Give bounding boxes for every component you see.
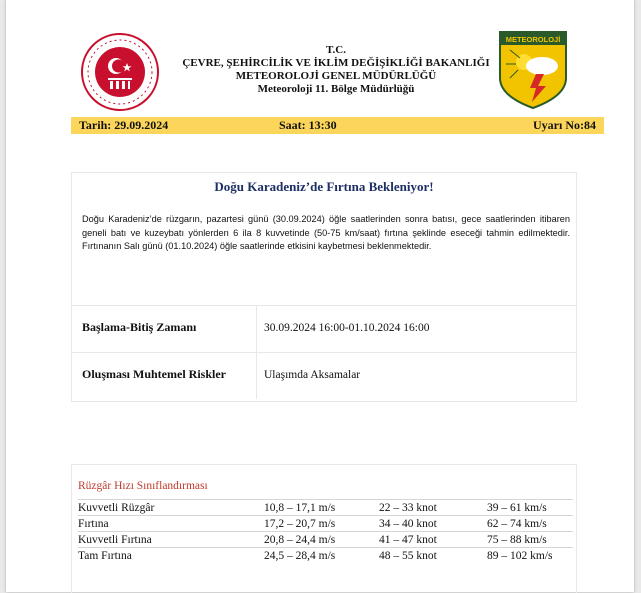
table-row: [78, 516, 573, 532]
period-label: Başlama-Bitiş Zamanı: [82, 320, 197, 334]
wind-classification-section: [71, 464, 577, 593]
wind-speed-knot: 22 – 33 knot: [379, 500, 487, 516]
wind-speed-ms: 24,5 – 28,4 m/s: [264, 548, 379, 564]
wind-speed-kmh: 75 – 88 km/s: [487, 532, 573, 548]
document-header: [6, 26, 634, 116]
warning-number: Uyarı No:84: [533, 118, 596, 132]
table-row: [78, 532, 573, 548]
wind-speed-ms: 20,8 – 24,4 m/s: [264, 532, 379, 548]
meteoroloji-logo: [498, 30, 568, 110]
warning-info-bar: [71, 117, 604, 134]
header-line-region: Meteoroloji 11. Bölge Müdürlüğü: [257, 83, 415, 95]
wind-classification-title: Rüzgâr Hızı Sınıflandırması: [78, 480, 208, 492]
wind-class-name: Fırtına: [78, 516, 264, 532]
row-divider: [256, 353, 257, 399]
wind-speed-ms: 17,2 – 20,7 m/s: [264, 516, 379, 532]
warning-box: [71, 172, 577, 402]
header-title-block: [176, 44, 496, 96]
table-row: [78, 500, 573, 516]
wind-classification-table: [78, 499, 573, 563]
wind-class-name: Tam Fırtına: [78, 548, 264, 564]
header-line-ministry: ÇEVRE, ŞEHİRCİLİK VE İKLİM DEĞİŞİKLİĞİ BAKANLIĞI: [182, 57, 490, 69]
header-line-tc: T.C.: [326, 44, 346, 56]
wind-class-name: Kuvvetli Rüzgâr: [78, 500, 264, 516]
document-page: [6, 0, 634, 592]
warning-description: Doğu Karadeniz’de rüzgarın, pazartesi günü (30.09.2024) öğle saatlerinden sonra batısı, gece saatlerinden itibaren geneli batı ve kuzeybatı yönlerden 6 ila 8 kuvvetinde (50-75 km/saat) fırtına şeklinde eseceği tahmin edilmektedir. Fırtınanın Salı günü (01.10.2024) öğle saatlerinde etkisini kaybetmesi beklenmektedir.: [82, 214, 570, 251]
logo-text: METEOROLOJİ: [505, 35, 561, 44]
wind-speed-knot: 41 – 47 knot: [379, 532, 487, 548]
wind-speed-kmh: 62 – 74 km/s: [487, 516, 573, 532]
table-row: [78, 548, 573, 564]
ministry-logo: [80, 32, 160, 112]
risk-row: [72, 352, 576, 399]
warning-time: Saat: 13:30: [279, 118, 337, 132]
wind-speed-kmh: 39 – 61 km/s: [487, 500, 573, 516]
wind-speed-ms: 10,8 – 17,1 m/s: [264, 500, 379, 516]
warning-date: Tarih: 29.09.2024: [79, 118, 169, 132]
header-line-directorate: METEOROLOJİ GENEL MÜDÜRLÜĞÜ: [235, 70, 437, 82]
wind-speed-kmh: 89 – 102 km/s: [487, 548, 573, 564]
wind-speed-knot: 48 – 55 knot: [379, 548, 487, 564]
warning-title: Doğu Karadeniz’de Fırtına Bekleniyor!: [214, 179, 434, 194]
period-row: [72, 305, 576, 352]
wind-class-name: Kuvvetli Fırtına: [78, 532, 264, 548]
period-value: 30.09.2024 16:00-01.10.2024 16:00: [264, 322, 430, 334]
wind-speed-knot: 34 – 40 knot: [379, 516, 487, 532]
row-divider: [256, 306, 257, 352]
risk-value: Ulaşımda Aksamalar: [264, 369, 361, 381]
risk-label: Oluşması Muhtemel Riskler: [82, 367, 226, 381]
